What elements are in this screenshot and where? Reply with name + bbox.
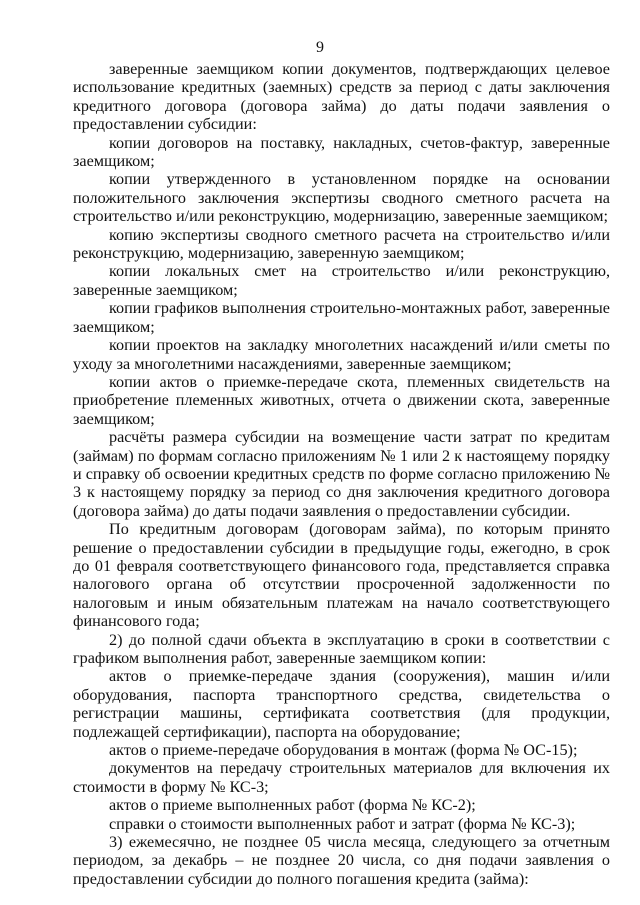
paragraph-6: копии графиков выполнения строительно-монтажных работ, заверенные заемщиком; xyxy=(73,299,610,336)
paragraph-17: 3) ежемесячно, не позднее 05 числа месяца, следующего за отчетным периодом, за декабрь – не позднее 20 числа, со дня подачи заявления о предоставлении субсидии до полного погашения кредита (займа): xyxy=(73,833,610,888)
paragraph-3: копии утвержденного в установленном порядке на основании положительного заключения экспертизы сводного сметного расчета на строительство и/или реконструкцию, модернизацию, заверенные заемщиком; xyxy=(73,170,610,226)
paragraph-12: актов о приемке-передаче здания (сооружения), машин и/или оборудования, паспорта транспортного средства, свидетельства о регистрации машины, сертификата соответствия (для продукции, подлежащей сертификации), паспорта на оборудование; xyxy=(73,667,610,741)
paragraph-10: По кредитным договорам (договорам займа), по которым принято решение о предоставлении субсидии в предыдущие годы, ежегодно, в срок до 01 февраля соответствующего финансового года, представляется справка налогового органа об отсутствии просроченной задолженности по налоговым и иным обязательным платежам на начало соответствующего финансового года; xyxy=(73,520,610,631)
paragraph-14: документов на передачу строительных материалов для включения их стоимости в форму № КС-3; xyxy=(73,759,610,796)
paragraph-7: копии проектов на закладку многолетних насаждений и/или сметы по уходу за многолетними насаждениями, заверенные заемщиком; xyxy=(73,336,610,373)
paragraph-15: актов о приеме выполненных работ (форма № КС-2); xyxy=(109,796,476,815)
paragraph-9: расчёты размера субсидии на возмещение части затрат по кредитам (займам) по формам согласно приложениям № 1 или 2 к настоящему порядку и справку об освоении кредитных средств по форме согласно приложению № 3 к настоящему порядку за период со дня заключения кредитного договора (договора займа) до даты подачи заявления о предоставлении субсидии. xyxy=(73,428,610,520)
document-body xyxy=(73,60,610,888)
paragraph-13: актов о приеме-передаче оборудования в монтаж (форма № ОС-15); xyxy=(109,741,578,760)
paragraph-2: копии договоров на поставку, накладных, счетов-фактур, заверенные заемщиком; xyxy=(73,133,610,171)
paragraph-4: копию экспертизы сводного сметного расчета на строительство и/или реконструкцию, модернизацию, заверенную заемщиком; xyxy=(73,225,610,263)
paragraph-11: 2) до полной сдачи объекта в эксплуатацию в сроки в соответствии с графиком выполнения работ, заверенные заемщиком копии: xyxy=(73,630,610,667)
page-number: 9 xyxy=(316,39,324,56)
paragraph-8: копии актов о приемке-передаче скота, племенных свидетельств на приобретение племенных животных, отчета о движении скота, заверенные заемщиком; xyxy=(73,372,610,428)
paragraph-5: копии локальных смет на строительство и/или реконструкцию, заверенные заемщиком; xyxy=(73,262,610,299)
paragraph-16: справки о стоимости выполненных работ и затрат (форма № КС-3); xyxy=(109,814,576,833)
paragraph-1: заверенные заемщиком копии документов, подтверждающих целевое использование кредитных (заемных) средств за период с даты заключения кредитного договора (договора займа) до даты подачи заявления о предоставлении субсидии: xyxy=(73,60,610,134)
